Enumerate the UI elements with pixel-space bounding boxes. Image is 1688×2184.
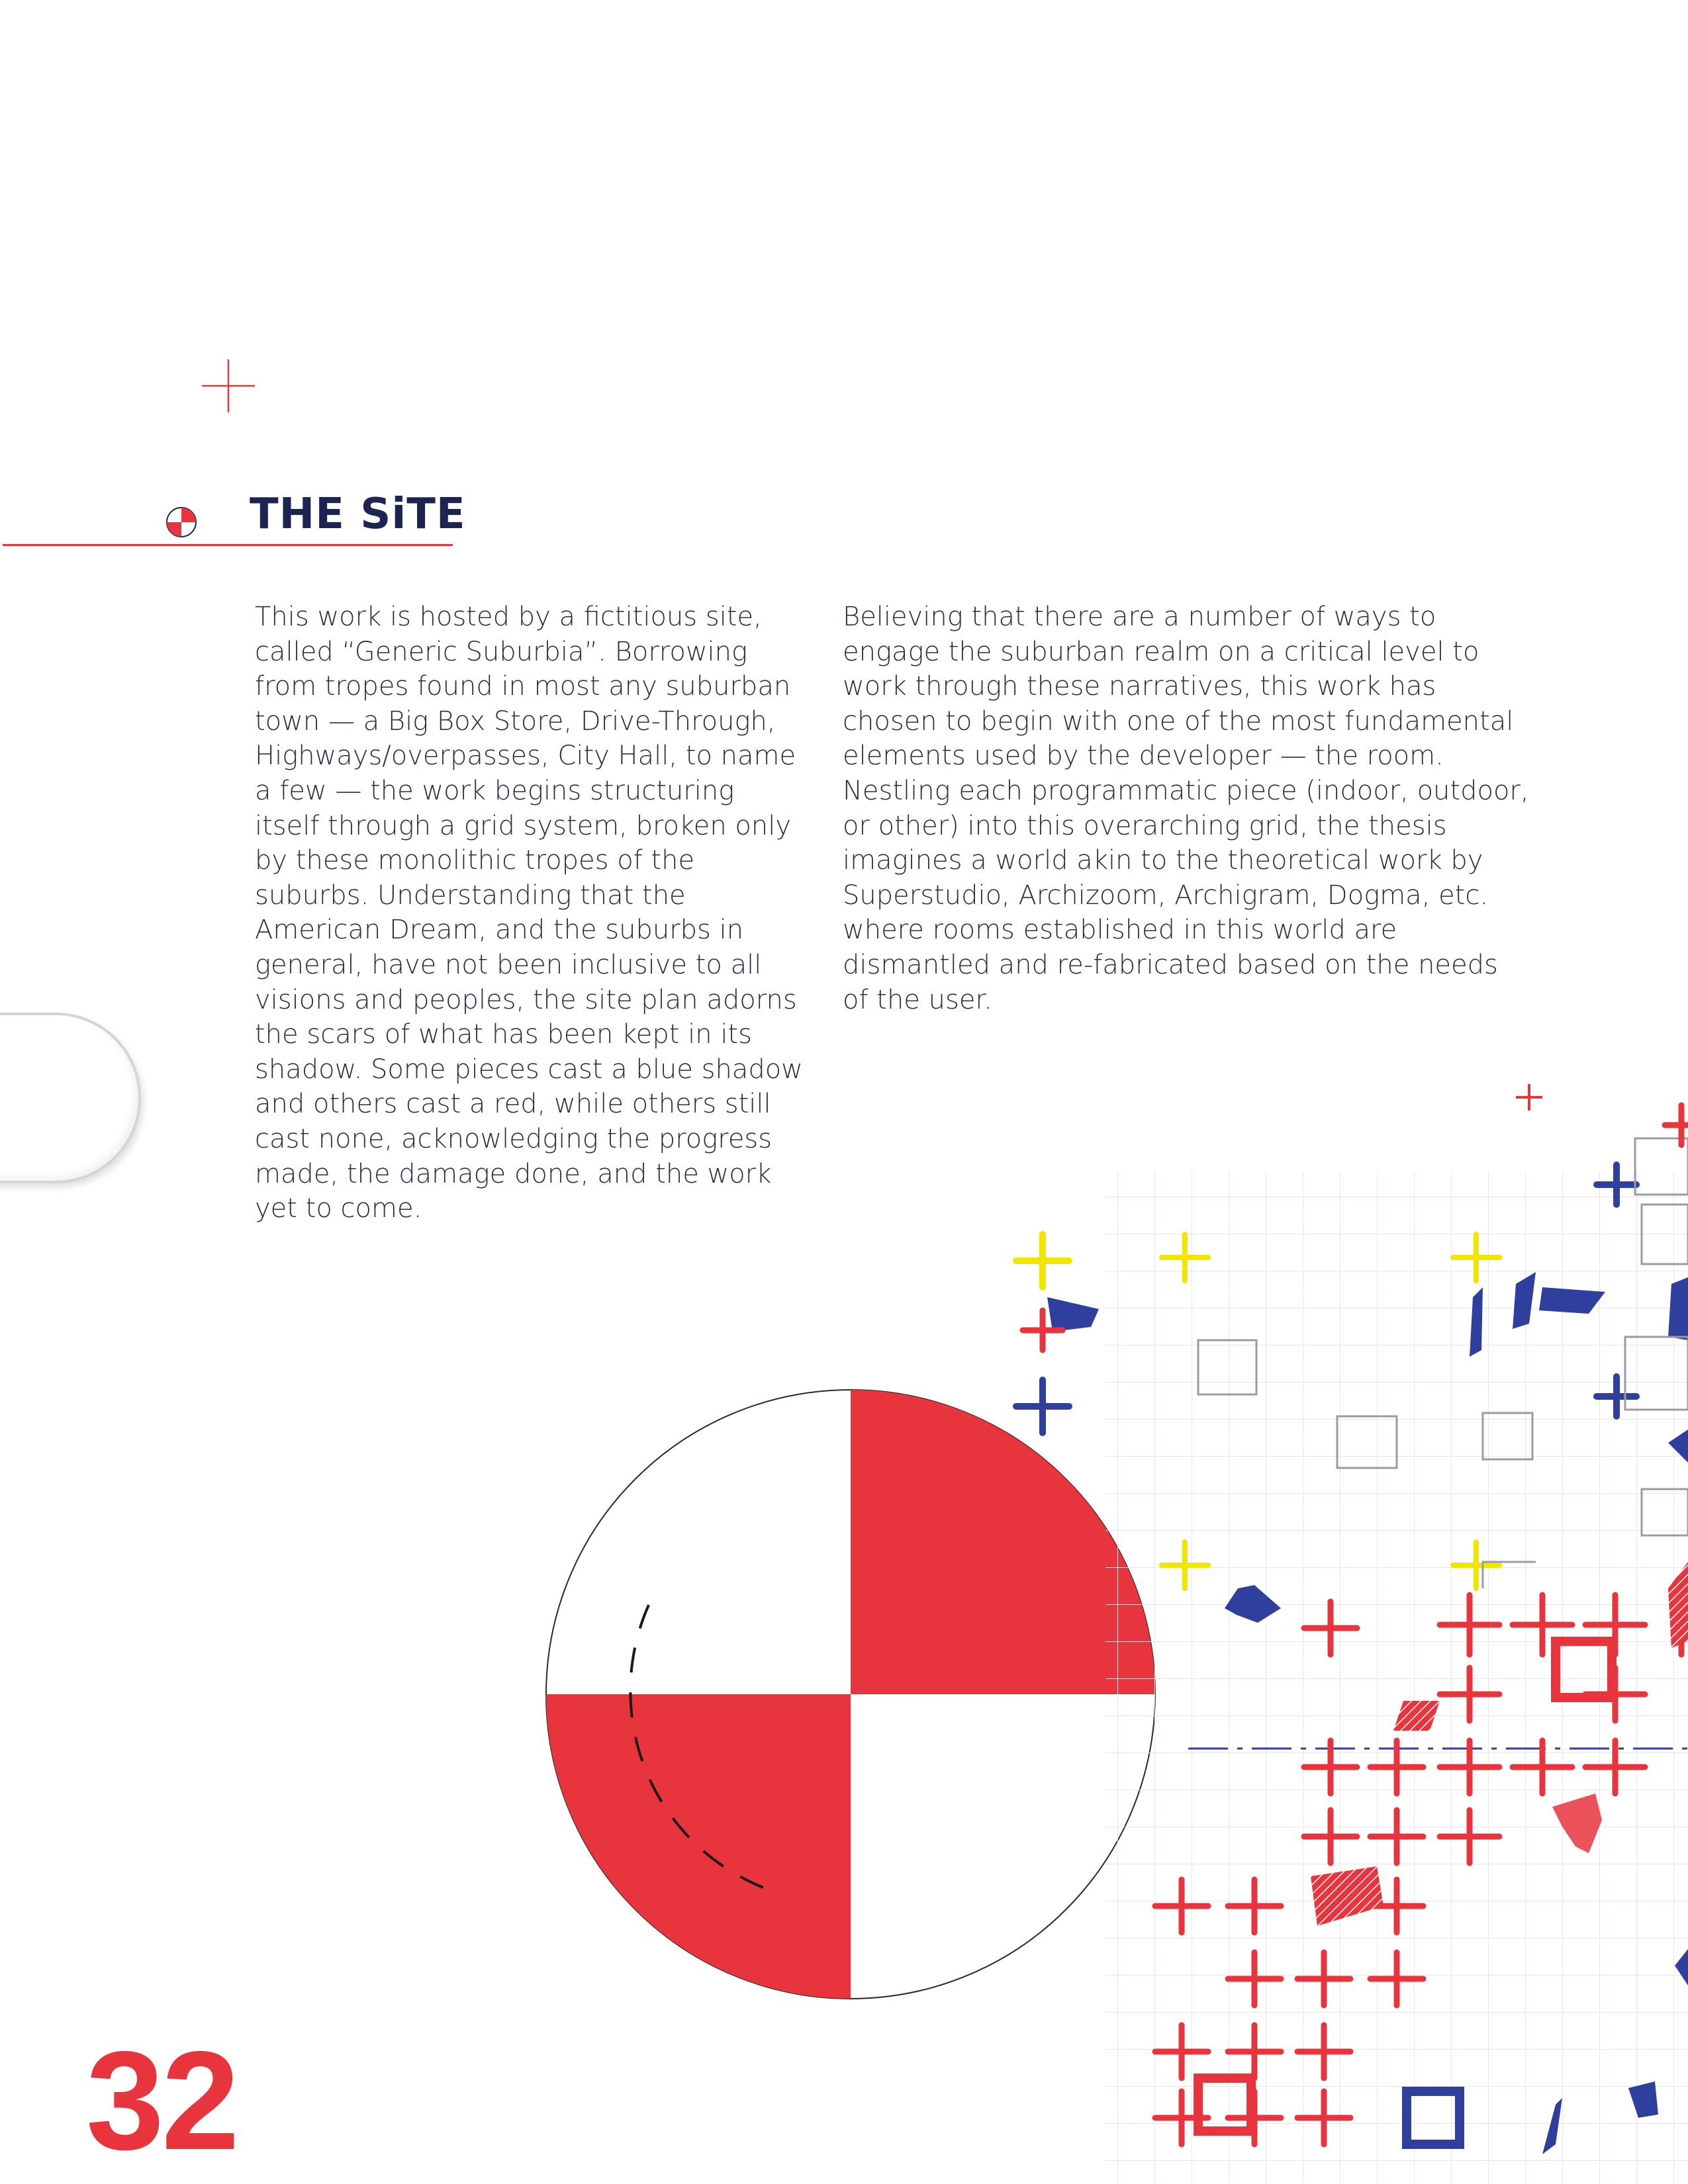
page-number: 32	[86, 2022, 237, 2179]
site-plan-graphic	[1006, 1085, 1688, 2184]
title-underline	[3, 544, 453, 546]
body-paragraph-left: This work is hosted by a fictitious site, called “Generic Suburbia”. Borrowing from tropes found in most any suburban town — a Big Box Store, Drive-Through, Highways/overpasses, City Hall, to name a few — the work begins structuring itself through a grid system, broken only by these monolithic tropes of the suburbs. Understanding that the American Dream, and the suburbs in general, have not been inclusive to all visions and peoples, the site plan adorns the scars of what has been kept in its shadow. Some pieces cast a blue shadow and others cast a red, while others still cast none, acknowledging the progress made, the damage done, and the work yet to come.	[255, 602, 803, 1224]
registration-cross-icon	[202, 359, 255, 412]
section-title: THE SiTE	[250, 490, 466, 539]
body-paragraph-right: Believing that there are a number of ways to engage the suburban realm on a critical level to work through these narratives, this work has chosen to begin with one of the most fundamental elements used by the developer — the room. Nestling each programmatic piece (indoor, outdoor, or other) into this overarching grid, the thesis imagines a world akin to the theoretical work by Superstudio, Archizoom, Archigram, Dogma, etc. where rooms established in this world are dismantled and re-fabricated based on the needs of the user.	[843, 602, 1529, 1015]
quadrant-target-icon	[165, 506, 197, 538]
page-tab	[0, 1013, 141, 1183]
